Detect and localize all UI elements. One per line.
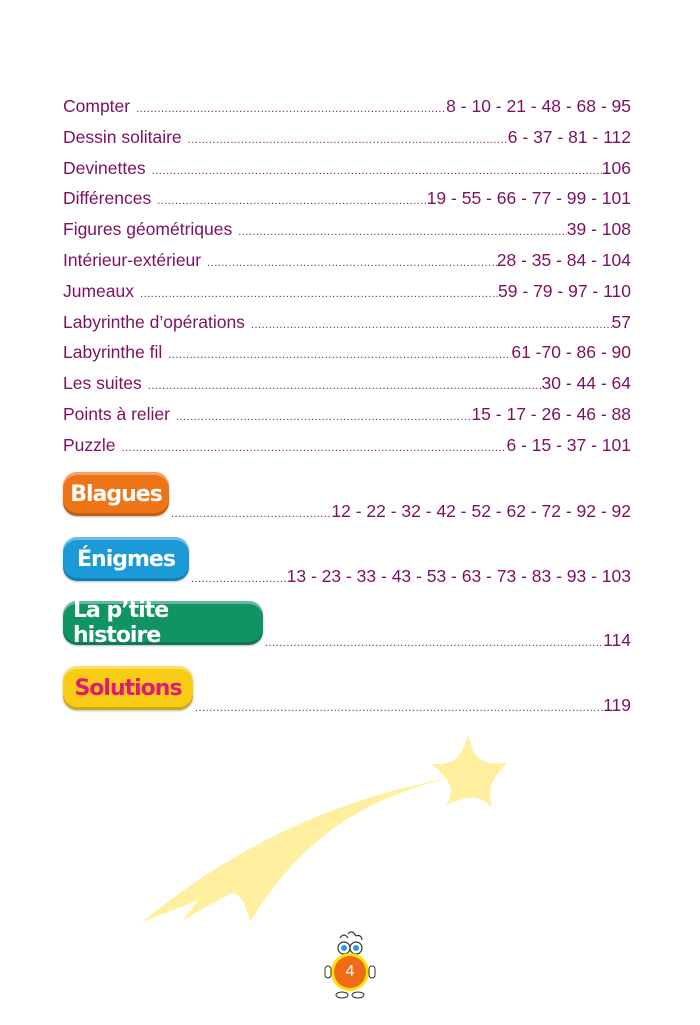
toc-row[interactable] — [63, 404, 631, 435]
toc-label: Labyrinthe d’opérations — [63, 311, 245, 332]
leader-dots — [148, 380, 542, 392]
leader-dots — [188, 134, 508, 146]
toc-row[interactable] — [63, 281, 631, 312]
toc-pages: 39 - 108 — [566, 219, 631, 240]
leader-dots — [176, 411, 471, 423]
section-pages: 12 - 22 - 32 - 42 - 52 - 62 - 72 - 92 - 92 — [331, 501, 631, 521]
toc-row[interactable] — [63, 188, 631, 219]
table-of-contents — [63, 96, 631, 466]
leader-dots — [152, 165, 602, 177]
section-solutions[interactable] — [63, 666, 631, 716]
mascot-page-number — [322, 930, 378, 1000]
leader-dots — [265, 637, 603, 649]
leader-dots — [238, 226, 567, 238]
toc-label: Compter — [63, 96, 131, 116]
section-histoire[interactable] — [63, 598, 631, 651]
section-pages: 13 - 23 - 33 - 43 - 53 - 63 - 73 - 83 - 93 - 103 — [286, 566, 631, 586]
toc-label: Figures géométriques — [63, 219, 233, 240]
toc-pages: 61 -70 - 86 - 90 — [511, 342, 631, 363]
toc-pages: 57 — [611, 311, 631, 332]
toc-label: Points à relier — [63, 403, 170, 424]
solutions-badge: Solutions — [63, 666, 193, 710]
toc-label: Différences — [63, 188, 152, 209]
toc-label: Devinettes — [63, 157, 146, 178]
leader-dots — [122, 442, 507, 454]
leader-dots — [168, 349, 511, 361]
toc-row[interactable] — [63, 435, 631, 466]
section-enigmes[interactable] — [63, 537, 631, 587]
toc-row[interactable] — [63, 342, 631, 373]
blagues-badge: Blagues — [63, 472, 169, 516]
toc-pages: 30 - 44 - 64 — [541, 373, 631, 394]
toc-pages: 6 - 37 - 81 - 112 — [507, 126, 631, 147]
toc-label: Intérieur-extérieur — [63, 249, 202, 270]
section-pages: 119 — [603, 695, 631, 715]
section-line — [171, 501, 631, 522]
toc-pages: 6 - 15 - 37 - 101 — [506, 434, 631, 455]
toc-pages: 28 - 35 - 84 - 104 — [496, 249, 631, 270]
toc-row[interactable] — [63, 219, 631, 250]
page-number: 4 — [345, 963, 355, 980]
enigmes-badge: Énigmes — [63, 537, 189, 581]
section-line — [195, 695, 631, 716]
toc-label: Dessin solitaire — [63, 126, 182, 147]
toc-label: Puzzle — [63, 434, 116, 455]
leader-dots — [191, 573, 287, 585]
toc-row[interactable] — [63, 96, 631, 127]
toc-label: Labyrinthe fil — [63, 342, 163, 363]
section-blagues[interactable] — [63, 472, 631, 522]
toc-label: Jumeaux — [63, 280, 135, 301]
section-pages: 114 — [603, 630, 631, 650]
leader-dots — [195, 702, 603, 714]
toc-row[interactable] — [63, 250, 631, 281]
toc-row[interactable] — [63, 158, 631, 189]
section-line — [265, 630, 631, 651]
toc-pages: 59 - 79 - 97 - 110 — [498, 280, 631, 301]
toc-row[interactable] — [63, 127, 631, 158]
toc-label: Les suites — [63, 373, 142, 394]
histoire-badge: La p’tite histoire — [63, 601, 263, 645]
leader-dots — [136, 103, 446, 115]
toc-pages: 19 - 55 - 66 - 77 - 99 - 101 — [426, 188, 631, 209]
toc-row[interactable] — [63, 312, 631, 343]
leader-dots — [140, 288, 498, 300]
toc-pages: 106 — [601, 157, 631, 178]
leader-dots — [157, 195, 427, 207]
toc-pages: 8 - 10 - 21 - 48 - 68 - 95 — [446, 96, 631, 116]
toc-row[interactable] — [63, 373, 631, 404]
leader-dots — [171, 508, 331, 520]
section-line — [191, 566, 631, 587]
toc-pages: 15 - 17 - 26 - 46 - 88 — [471, 403, 631, 424]
leader-dots — [207, 257, 497, 269]
leader-dots — [251, 319, 612, 331]
